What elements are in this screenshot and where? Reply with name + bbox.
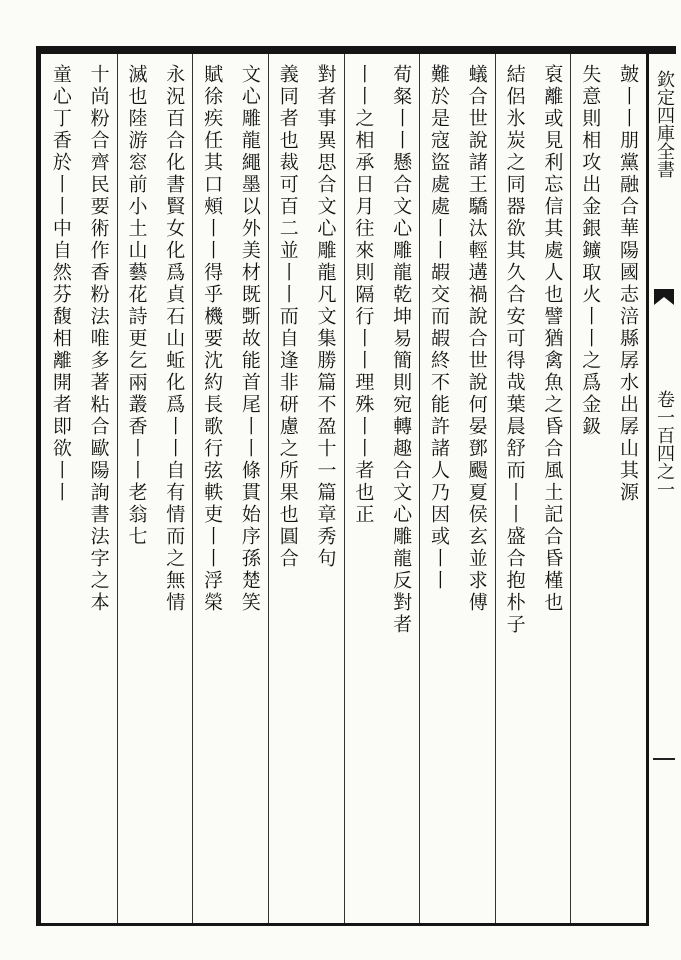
text-column: 難於是寇盜處處丨丨嘏交而嘏終不能許諸人乃因或丨丨 <box>427 64 450 592</box>
text-column: 義同者也裁可百二並丨丨而自逢非研慮之所果也圓合 <box>276 64 299 570</box>
text-column: 文心雕龍繩墨以外美材既斲故能首尾丨丨條貫始序孫楚笑 <box>238 64 261 614</box>
column-separator <box>419 54 420 923</box>
column-separator <box>268 54 269 923</box>
text-column: 結侶氷炭之同器欲其久合安可得哉葉晨舒而丨丨盛合抱朴子 <box>503 64 526 636</box>
text-column: 荀粲丨丨懸合文心雕龍乾坤易簡則宛轉趣合文心雕龍反對者 <box>390 64 413 636</box>
top-border-rule <box>36 46 676 54</box>
text-column: 永況百合化書賢女化爲貞石山蚯化爲丨丨自有情而之無情 <box>163 64 186 614</box>
left-border-rule <box>36 46 41 926</box>
text-column: 滅也陸游窓前小土山藝花詩更乞兩叢香丨丨老翁七 <box>125 64 148 548</box>
text-column: 童心丁香於丨丨中自然芬馥相離開者即欲丨丨 <box>49 64 72 504</box>
column-separator <box>192 54 193 923</box>
fish-tail-mark-icon <box>652 285 676 309</box>
text-column: 對者事異思合文心雕龍凡文集勝篇不盈十一篇章秀句 <box>314 64 337 570</box>
column-separator <box>495 54 496 923</box>
margin-border-rule <box>646 46 649 926</box>
text-column: 賦徐疾任其口頰丨丨得乎機要沈約長歌行弦軼吏丨丨浮榮 <box>201 64 224 614</box>
text-column: 蟻合世說諸王驕汰輕遘禍說合世說何晏鄧颺夏侯玄並求傅 <box>465 64 488 614</box>
text-column: 裒離或見利忘信其處人也譬猶禽魚之昏合風土記合昏槿也 <box>541 64 564 614</box>
text-column: 皷丨丨朋黨融合華陽國志涪縣孱水出孱山其源 <box>617 64 639 504</box>
margin-dash <box>653 758 675 760</box>
margin-book-title: 欽定四庫全書 <box>654 70 675 178</box>
text-column: 丨丨之相承日月往來則隔行丨丨理殊丨丨者也正 <box>352 64 375 526</box>
column-separator <box>570 54 571 923</box>
text-column: 失意則相攻出金銀鑛取火丨丨之爲金鈒 <box>579 64 602 438</box>
margin-volume-number: 卷一百四之一 <box>654 390 675 498</box>
text-column: 十尚粉合齊民要術作香粉法唯多著粘合歐陽詢書法字之本 <box>87 64 110 614</box>
column-separator <box>344 54 345 923</box>
column-separator <box>117 54 118 923</box>
